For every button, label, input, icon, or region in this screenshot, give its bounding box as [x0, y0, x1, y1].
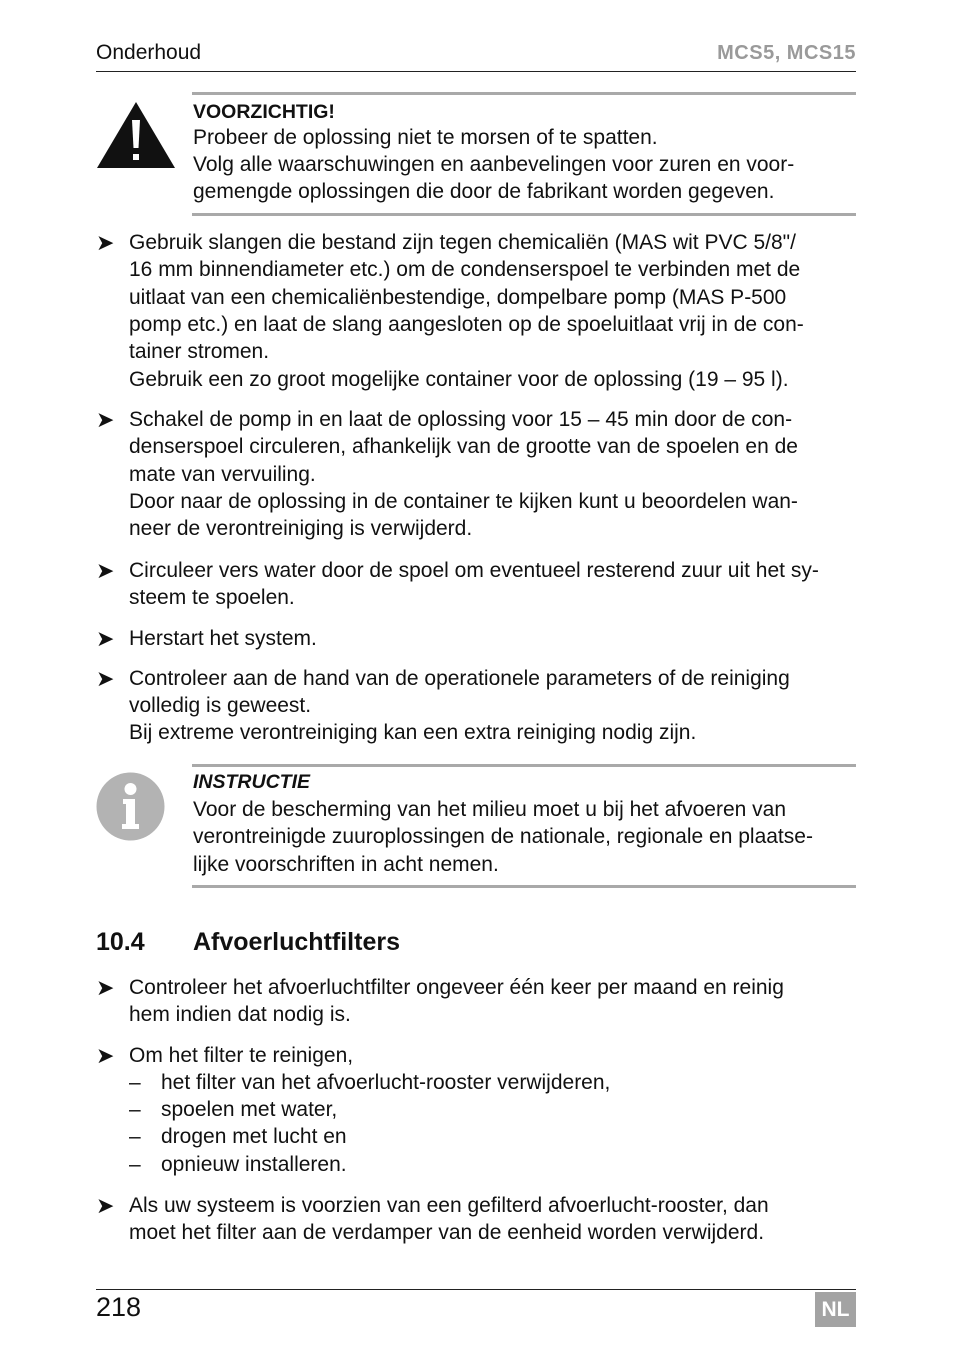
step-line: neer de verontreiniging is verwijderd. [129, 517, 473, 540]
bullet-arrow-icon: ➤ [96, 1043, 115, 1068]
bullet-arrow-icon: ➤ [96, 666, 115, 691]
language-badge: NL [815, 1292, 856, 1327]
bullet-arrow-icon: ➤ [96, 407, 115, 432]
caution-line: Volg alle waarschuwingen en aanbevelingen voor zuren en voor- [193, 153, 795, 176]
step-line: Gebruik een zo groot mogelijke container voor de oplossing (19 – 95 l). [129, 368, 789, 391]
page-number: 218 [96, 1292, 142, 1322]
step-line: Door naar de oplossing in de container te kijken kunt u beoordelen wan- [129, 490, 798, 513]
step-line: Als uw systeem is voorzien van een gefilterd afvoerlucht-rooster, dan [129, 1194, 769, 1217]
step-line: Bij extreme verontreiniging kan een extra reiniging nodig zijn. [129, 721, 697, 744]
step-line: Controleer het afvoerluchtfilter ongeveer één keer per maand en reinig [129, 976, 784, 999]
note-line: verontreinigde zuuroplossingen de nationale, regionale en plaatse- [193, 825, 813, 848]
footer-divider [96, 1289, 856, 1290]
step-line: Circuleer vers water door de spoel om eventueel resterend zuur uit het sy- [129, 559, 819, 582]
step-line: volledig is geweest. [129, 694, 312, 717]
note-bottom-rule [192, 885, 856, 888]
bullet-arrow-icon: ➤ [96, 626, 115, 651]
caution-title: VOORZICHTIG! [193, 101, 335, 123]
caution-line: gemengde oplossingen die door de fabrikant worden gegeven. [193, 180, 775, 203]
step-line: mate van vervuiling. [129, 463, 316, 486]
step-line: uitlaat van een chemicaliënbestendige, dompelbare pomp (MAS P-500 [129, 286, 787, 309]
step-line: steem te spoelen. [129, 586, 295, 609]
info-icon [96, 772, 165, 841]
step-line: moet het filter aan de verdamper van de eenheid worden verwijderd. [129, 1221, 765, 1244]
header-model: MCS5, MCS15 [717, 42, 856, 64]
caution-bottom-rule [192, 213, 856, 216]
caution-line: Probeer de oplossing niet te morsen of te spatten. [193, 126, 658, 149]
note-line: Voor de bescherming van het milieu moet u bij het afvoeren van [193, 798, 787, 821]
caution-top-rule [192, 92, 856, 95]
header-section: Onderhoud [96, 41, 202, 64]
dash-marker: – [129, 1125, 141, 1148]
bullet-arrow-icon: ➤ [96, 230, 115, 255]
step-line: tainer stromen. [129, 340, 270, 363]
step-line: Om het filter te reinigen, [129, 1044, 354, 1067]
step-line: pomp etc.) en laat de slang aangesloten op de spoeluitlaat vrij in de con- [129, 313, 804, 336]
sub-item: het filter van het afvoerlucht-rooster verwijderen, [161, 1071, 611, 1094]
bullet-arrow-icon: ➤ [96, 558, 115, 583]
step-line: Gebruik slangen die bestand zijn tegen chemicaliën (MAS wit PVC 5/8"/ [129, 231, 796, 254]
bullet-arrow-icon: ➤ [96, 1193, 115, 1218]
note-title: INSTRUCTIE [193, 771, 310, 793]
dash-marker: – [129, 1098, 141, 1121]
step-line: Controleer aan de hand van de operationele parameters of de reiniging [129, 667, 790, 690]
sub-item: spoelen met water, [161, 1098, 338, 1121]
step-line: Schakel de pomp in en laat de oplossing voor 15 – 45 min door de con- [129, 408, 793, 431]
note-line: lijke voorschriften in acht nemen. [193, 853, 499, 876]
bullet-arrow-icon: ➤ [96, 975, 115, 1000]
section-number: 10.4 [96, 928, 145, 956]
section-title: Afvoerluchtfilters [193, 928, 400, 956]
dash-marker: – [129, 1153, 141, 1176]
note-top-rule [192, 764, 856, 767]
header-divider [96, 71, 856, 72]
warning-triangle-icon [95, 100, 177, 170]
sub-item: opnieuw installeren. [161, 1153, 347, 1176]
dash-marker: – [129, 1071, 141, 1094]
step-line: hem indien dat nodig is. [129, 1003, 351, 1026]
sub-item: drogen met lucht en [161, 1125, 347, 1148]
step-line: denserspoel circuleren, afhankelijk van de grootte van de spoelen en de [129, 435, 798, 458]
step-line: Herstart het system. [129, 627, 317, 650]
step-line: 16 mm binnendiameter etc.) om de condenserspoel te verbinden met de [129, 258, 801, 281]
